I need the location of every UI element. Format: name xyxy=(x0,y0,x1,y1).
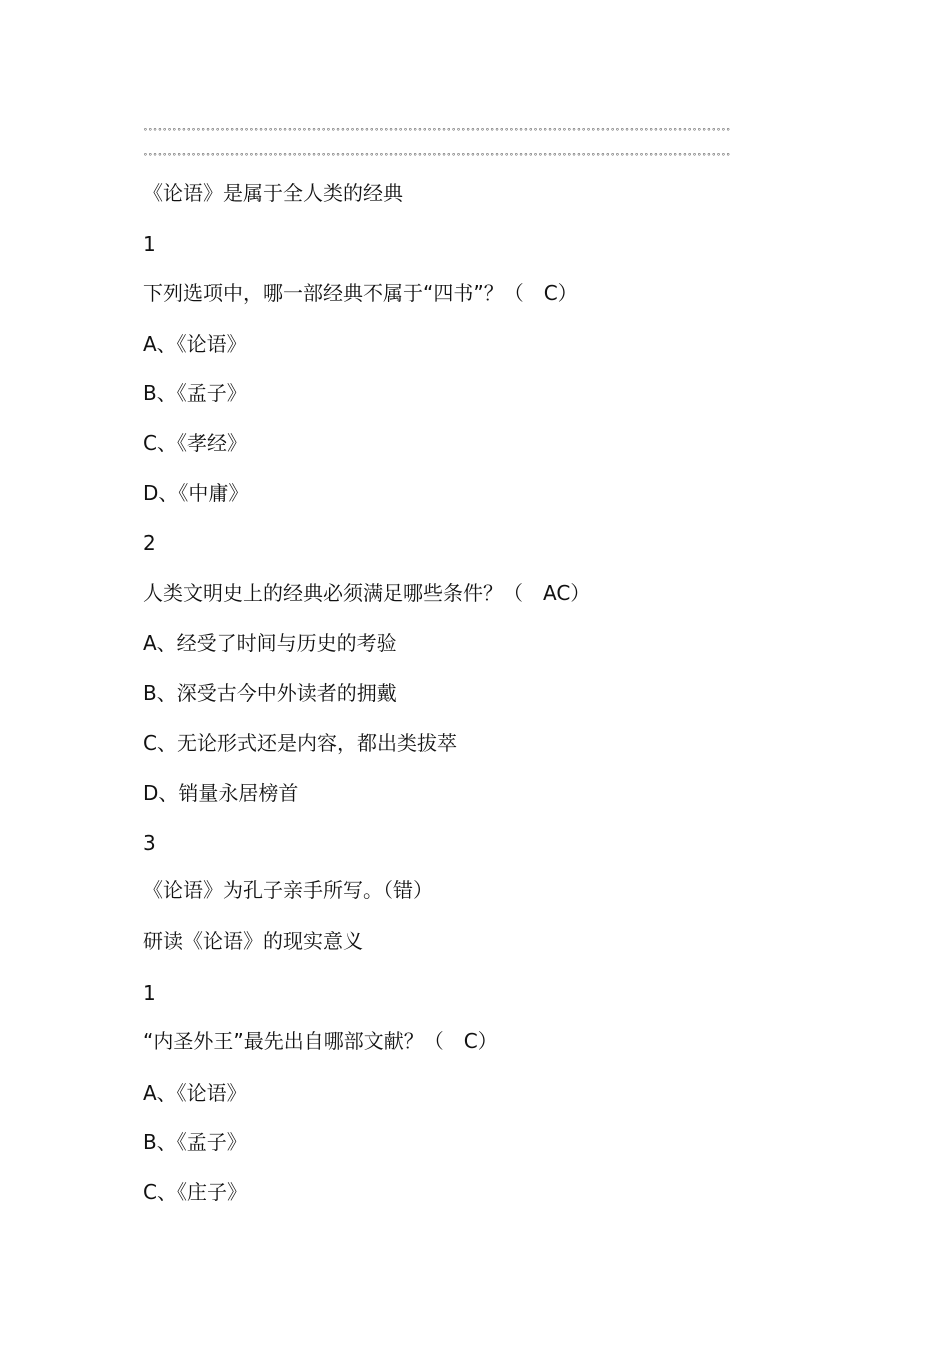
option-a: A、《论语》 xyxy=(143,332,247,356)
option-b: B、《孟子》 xyxy=(143,1130,247,1154)
question-number: 1 xyxy=(143,232,156,256)
option-c: C、无论形式还是内容，都出类拔萃 xyxy=(143,731,457,755)
option-b: B、深受古今中外读者的拥戴 xyxy=(143,681,397,705)
section-title: 《论语》是属于全人类的经典 xyxy=(143,181,403,205)
option-b: B、《孟子》 xyxy=(143,381,247,405)
dotted-separator: °°°°°°°°°°°°°°°°°°°°°°°°°°°°°°°°°°°°°°°°°°°°°°°°°°°°°°°°°°°°°°°°°°°°°°°°°°°°°°°°°°°°°°°°°°°°°°°°°°°°°°°°°°°°°°°°°°°°°°°°°° xyxy=(143,153,731,161)
question-text: “内圣外王”最先出自哪部文献？（ C） xyxy=(143,1029,498,1053)
option-a: A、《论语》 xyxy=(143,1081,247,1105)
dotted-separator: °°°°°°°°°°°°°°°°°°°°°°°°°°°°°°°°°°°°°°°°°°°°°°°°°°°°°°°°°°°°°°°°°°°°°°°°°°°°°°°°°°°°°°°°°°°°°°°°°°°°°°°°°°°°°°°°°°°°°°°°°° xyxy=(143,128,731,136)
option-d: D、销量永居榜首 xyxy=(143,781,299,805)
question-text: 下列选项中，哪一部经典不属于“四书”？（ C） xyxy=(143,281,578,305)
question-number: 1 xyxy=(143,981,156,1005)
option-a: A、经受了时间与历史的考验 xyxy=(143,631,397,655)
question-text: 人类文明史上的经典必须满足哪些条件？（ AC） xyxy=(143,581,591,605)
section-title: 研读《论语》的现实意义 xyxy=(143,929,363,953)
question-text: 《论语》为孔子亲手所写。（错） xyxy=(143,878,433,902)
option-d: D、《中庸》 xyxy=(143,481,249,505)
question-number: 3 xyxy=(143,831,156,855)
question-number: 2 xyxy=(143,531,156,555)
option-c: C、《孝经》 xyxy=(143,431,247,455)
option-c: C、《庄子》 xyxy=(143,1180,247,1204)
